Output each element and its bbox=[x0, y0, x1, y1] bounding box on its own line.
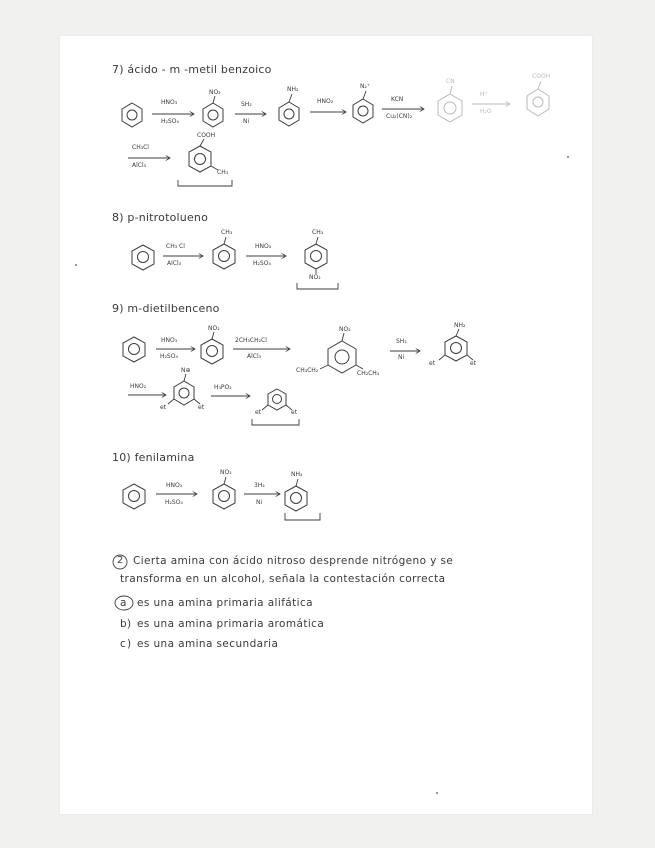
benzene-ring bbox=[262, 389, 292, 410]
reagent-label: 2CH₃CH₂Cl bbox=[235, 337, 267, 344]
substituent-label: NH₂ bbox=[291, 471, 303, 478]
substituent-label: CH₃ bbox=[217, 169, 229, 176]
substituent-label: et bbox=[470, 360, 477, 367]
benzene-ring bbox=[279, 94, 299, 126]
substituent-label: NH₂ bbox=[454, 322, 466, 329]
substituent-label: COOH bbox=[532, 73, 551, 80]
substituent-label: NH₂ bbox=[287, 86, 299, 93]
reagent-label: H₂SO₄ bbox=[160, 353, 178, 360]
reagent-label: HNO₂ bbox=[130, 383, 147, 390]
substituent-label: CH₂CH₃ bbox=[357, 370, 380, 377]
option-label-a: a bbox=[120, 597, 127, 609]
question-line-2: transforma en un alcohol, señala la contestación correcta bbox=[120, 573, 446, 585]
benzene-ring bbox=[439, 329, 473, 361]
reagent-label: HNO₂ bbox=[317, 98, 334, 105]
reagent-label: SH₂ bbox=[241, 101, 252, 108]
reagent-label: H₂SO₄ bbox=[165, 499, 183, 506]
paper-speck bbox=[567, 156, 569, 158]
substituent-label: et bbox=[160, 404, 167, 411]
reagent-label: HNO₃ bbox=[161, 337, 178, 344]
option-label-c: c bbox=[120, 638, 127, 650]
reagent-label: 3H₂ bbox=[254, 482, 265, 489]
substituent-label: et bbox=[198, 404, 205, 411]
reagent-label: H⁺ bbox=[480, 91, 488, 98]
benzene-ring bbox=[189, 139, 218, 172]
substituent-label: COOH bbox=[197, 132, 216, 139]
substituent-label: et bbox=[291, 409, 298, 416]
benzene-ring bbox=[123, 337, 145, 362]
answer-bracket bbox=[178, 180, 232, 186]
substituent-label: et bbox=[255, 409, 262, 416]
substituent-label: NO₂ bbox=[220, 469, 232, 476]
reagent-label: Ni bbox=[243, 118, 250, 125]
reagent-label: KCN bbox=[391, 96, 404, 103]
substituent-label: CN bbox=[446, 78, 455, 85]
benzene-ring bbox=[132, 245, 154, 270]
reagent-label: CH₃Cl bbox=[132, 144, 149, 151]
substituent-label: CH₃ bbox=[221, 229, 233, 236]
benzene-ring bbox=[320, 333, 363, 373]
answer-bracket bbox=[297, 283, 338, 289]
benzene-ring bbox=[353, 91, 373, 123]
option-text-c: es una amina secundaria bbox=[137, 638, 279, 650]
benzene-ring bbox=[213, 477, 235, 509]
reagent-label: AlCl₃ bbox=[247, 353, 262, 360]
answer-bracket bbox=[285, 513, 320, 520]
section-title: 10) fenilamina bbox=[112, 451, 195, 464]
benzene-ring bbox=[203, 96, 223, 127]
reagent-label: HNO₃ bbox=[166, 482, 183, 489]
reagent-label: H₂SO₄ bbox=[161, 118, 179, 125]
substituent-label: NO₂ bbox=[208, 325, 220, 332]
paper-speck bbox=[75, 264, 77, 266]
substituent-label: CH₃ bbox=[312, 229, 324, 236]
question-line-1: Cierta amina con ácido nitroso desprende nitrógeno y se bbox=[133, 555, 454, 567]
answer-bracket bbox=[252, 419, 299, 425]
paper-speck bbox=[436, 792, 438, 794]
reagent-label: H₂SO₄ bbox=[253, 260, 271, 267]
substituent-label: et bbox=[429, 360, 436, 367]
reagent-label: Cu₂(CN)₂ bbox=[386, 113, 413, 120]
option-paren: ) bbox=[127, 618, 132, 630]
benzene-ring bbox=[201, 332, 223, 364]
substituent-label: NO₂ bbox=[339, 326, 351, 333]
reagent-label: Ni bbox=[256, 499, 263, 506]
section-title: 9) m-dietilbenceno bbox=[112, 302, 220, 315]
section-title: 7) ácido - m -metil benzoico bbox=[112, 63, 272, 76]
reagent-label: AlCl₃ bbox=[167, 260, 182, 267]
section-title: 8) p-nitrotolueno bbox=[112, 211, 209, 224]
option-paren: ) bbox=[127, 638, 132, 650]
substituent-label: NO₂ bbox=[209, 89, 221, 96]
benzene-ring bbox=[123, 484, 145, 509]
benzene-ring bbox=[122, 103, 142, 127]
reagent-label: SH₂ bbox=[396, 338, 407, 345]
benzene-ring bbox=[213, 237, 235, 269]
substituent-label: CH₃CH₂ bbox=[296, 367, 319, 374]
reagent-label: AlCl₃ bbox=[132, 162, 147, 169]
option-text-b: es una amina primaria aromática bbox=[137, 618, 325, 630]
benzene-ring bbox=[168, 374, 200, 405]
benzene-ring bbox=[527, 81, 549, 116]
option-text-a: es una amina primaria alifática bbox=[137, 597, 313, 609]
reagent-label: HNO₃ bbox=[161, 99, 178, 106]
benzene-ring bbox=[305, 237, 327, 274]
reagent-label: CH₃ Cl bbox=[166, 243, 185, 250]
benzene-ring bbox=[438, 86, 462, 122]
reagent-label: HNO₃ bbox=[255, 243, 272, 250]
reagent-label: H₃PO₂ bbox=[214, 384, 232, 391]
reagent-label: H₂O bbox=[480, 108, 492, 115]
substituent-label: N⊕ bbox=[181, 367, 191, 374]
benzene-ring bbox=[285, 479, 307, 511]
question-number: 2 bbox=[117, 555, 124, 566]
substituent-label: N₂⁺ bbox=[360, 83, 371, 90]
reagent-label: Ni bbox=[398, 354, 405, 361]
option-label-b: b bbox=[120, 618, 128, 630]
substituent-label: NO₂ bbox=[309, 274, 321, 281]
